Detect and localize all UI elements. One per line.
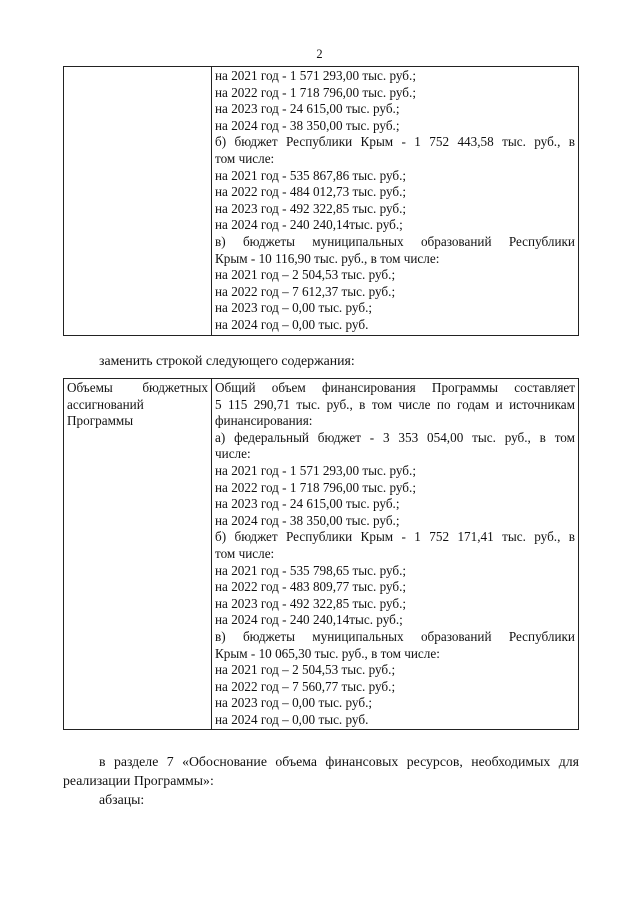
old-line: на 2023 год - 24 615,00 тыс. руб.; [215,101,400,117]
old-line: на 2021 год - 535 867,86 тыс. руб.; [215,167,407,183]
new-line: в) бюджеты муниципальных образований Республики [215,628,575,644]
new-line: на 2023 год - 24 615,00 тыс. руб.; [215,496,400,512]
new-line: на 2023 год – 0,00 тыс. руб.; [215,695,373,711]
old-line: на 2023 год – 0,00 тыс. руб.; [215,300,373,316]
old-line: на 2024 год - 240 240,14тыс. руб.; [215,217,403,233]
new-line: на 2024 год - 240 240,14тыс. руб.; [215,612,403,628]
old-line: на 2022 год - 1 718 796,00 тыс. руб.; [215,84,416,100]
new-line: на 2022 год - 483 809,77 тыс. руб.; [215,579,407,595]
page-number: 2 [316,47,323,61]
new-line: на 2022 год – 7 560,77 тыс. руб.; [215,678,396,694]
new-line: 5 115 290,71 тыс. руб., в том числе по годам и источникам [215,396,575,412]
section-paragraph [63,752,579,790]
old-table-content-cell [212,67,579,336]
old-line: на 2022 год – 7 612,37 тыс. руб.; [215,283,396,299]
old-line: б) бюджет Республики Крым - 1 752 443,58 тыс. руб., в [215,134,575,150]
old-line: в) бюджеты муниципальных образований Республики [215,233,575,249]
new-line: на 2023 год - 492 322,85 тыс. руб.; [215,595,407,611]
label-line: Программы [67,413,134,429]
old-line: Крым - 10 116,90 тыс. руб., в том числе: [215,250,440,266]
section-line-1: в разделе 7 «Обоснование объема финансовых ресурсов, необходимых для [99,754,579,769]
new-line: на 2024 год – 0,00 тыс. руб. [215,711,369,727]
new-funding-table [63,378,579,730]
old-line: на 2023 год - 492 322,85 тыс. руб.; [215,200,407,216]
old-line: на 2021 год – 2 504,53 тыс. руб.; [215,267,396,283]
new-line: на 2021 год – 2 504,53 тыс. руб.; [215,662,396,678]
old-funding-table [63,66,579,336]
section-line-2: реализации Программы»: [63,773,214,788]
old-table-label-cell [64,67,212,336]
new-table-label-cell [64,379,212,730]
old-line: том числе: [215,150,275,166]
label-line: Объемы бюджетных [67,380,208,395]
new-line: на 2022 год - 1 718 796,00 тыс. руб.; [215,479,416,495]
replace-instruction: заменить строкой следующего содержания: [99,353,355,368]
new-line: том числе: [215,545,275,561]
abzacy-paragraph: абзацы: [99,792,145,807]
new-line: б) бюджет Республики Крым - 1 752 171,41 тыс. руб., в [215,529,575,545]
new-line: Общий объем финансирования Программы составляет [215,380,575,395]
old-line: на 2024 год - 38 350,00 тыс. руб.; [215,117,400,133]
old-line: на 2024 год – 0,00 тыс. руб. [215,316,369,332]
new-line: на 2024 год - 38 350,00 тыс. руб.; [215,512,400,528]
new-line: Крым - 10 065,30 тыс. руб., в том числе: [215,645,440,661]
old-line: на 2021 год - 1 571 293,00 тыс. руб.; [215,68,416,83]
new-line: числе: [215,446,251,462]
new-line: а) федеральный бюджет - 3 353 054,00 тыс. руб., в том [215,429,575,445]
new-line: на 2021 год - 535 798,65 тыс. руб.; [215,562,407,578]
old-line: на 2022 год - 484 012,73 тыс. руб.; [215,184,407,200]
new-line: финансирования: [215,413,313,429]
label-line: ассигнований [67,396,144,412]
new-table-content-cell [212,379,579,730]
new-line: на 2021 год - 1 571 293,00 тыс. руб.; [215,462,416,478]
